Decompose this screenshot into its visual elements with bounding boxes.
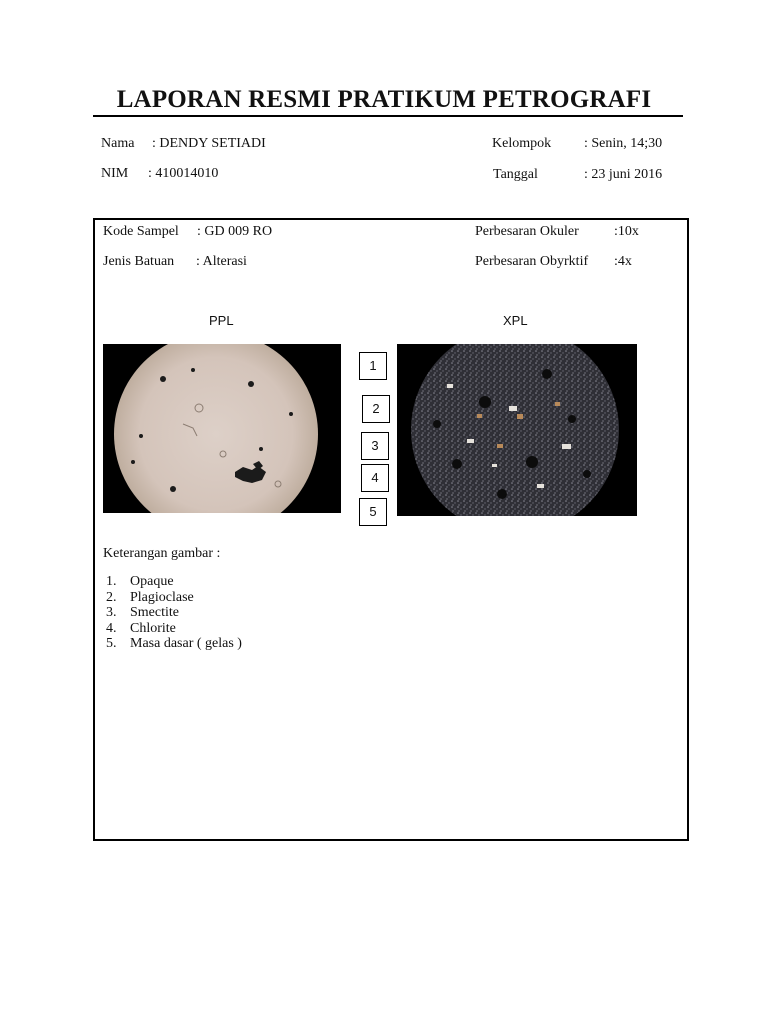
kode-sampel-value: : GD 009 RO — [197, 224, 273, 239]
legend-item: 1. Opaque — [106, 574, 174, 589]
nama-label: Nama — [101, 136, 135, 151]
jenis-batuan-label: Jenis Batuan — [103, 254, 175, 269]
perbesaran-obyektif-label: Perbesaran Obyrktif — [475, 254, 589, 269]
marker-2: 2 — [362, 395, 390, 423]
page-title: LAPORAN RESMI PRATIKUM PETROGRAFI — [116, 86, 652, 113]
nim-label: NIM — [101, 166, 129, 181]
perbesaran-obyektif-value: :4x — [614, 254, 632, 269]
legend-item: 4. Chlorite — [106, 620, 176, 636]
jenis-batuan-value: : Alterasi — [196, 254, 247, 269]
legend-heading: Keterangan gambar : — [103, 546, 221, 561]
kelompok-value: : Senin, 14;30 — [584, 136, 663, 151]
title-underline — [93, 115, 683, 117]
sample-panel — [93, 218, 689, 841]
tanggal-value: : 23 juni 2016 — [584, 167, 663, 182]
marker-5: 5 — [359, 498, 387, 526]
tanggal-label: Tanggal — [493, 167, 538, 182]
marker-4: 4 — [361, 464, 389, 492]
ppl-label: PPL — [209, 313, 234, 328]
marker-1: 1 — [359, 352, 387, 380]
ppl-photomicrograph — [103, 344, 341, 513]
legend-item: 5. Masa dasar ( gelas ) — [106, 636, 242, 651]
xpl-label: XPL — [503, 313, 528, 328]
kelompok-label: Kelompok — [492, 136, 552, 151]
marker-3: 3 — [361, 432, 389, 460]
nama-value: : DENDY SETIADI — [152, 136, 266, 151]
nim-value: : 410014010 — [148, 166, 219, 181]
xpl-photomicrograph — [397, 344, 637, 516]
kode-sampel-label: Kode Sampel — [103, 224, 179, 239]
legend-item: 2. Plagioclase — [106, 589, 194, 605]
perbesaran-okuler-label: Perbesaran Okuler — [475, 224, 579, 239]
legend-list — [102, 574, 242, 652]
perbesaran-okuler-value: :10x — [614, 224, 639, 239]
legend-item: 3. Smectite — [106, 605, 179, 620]
